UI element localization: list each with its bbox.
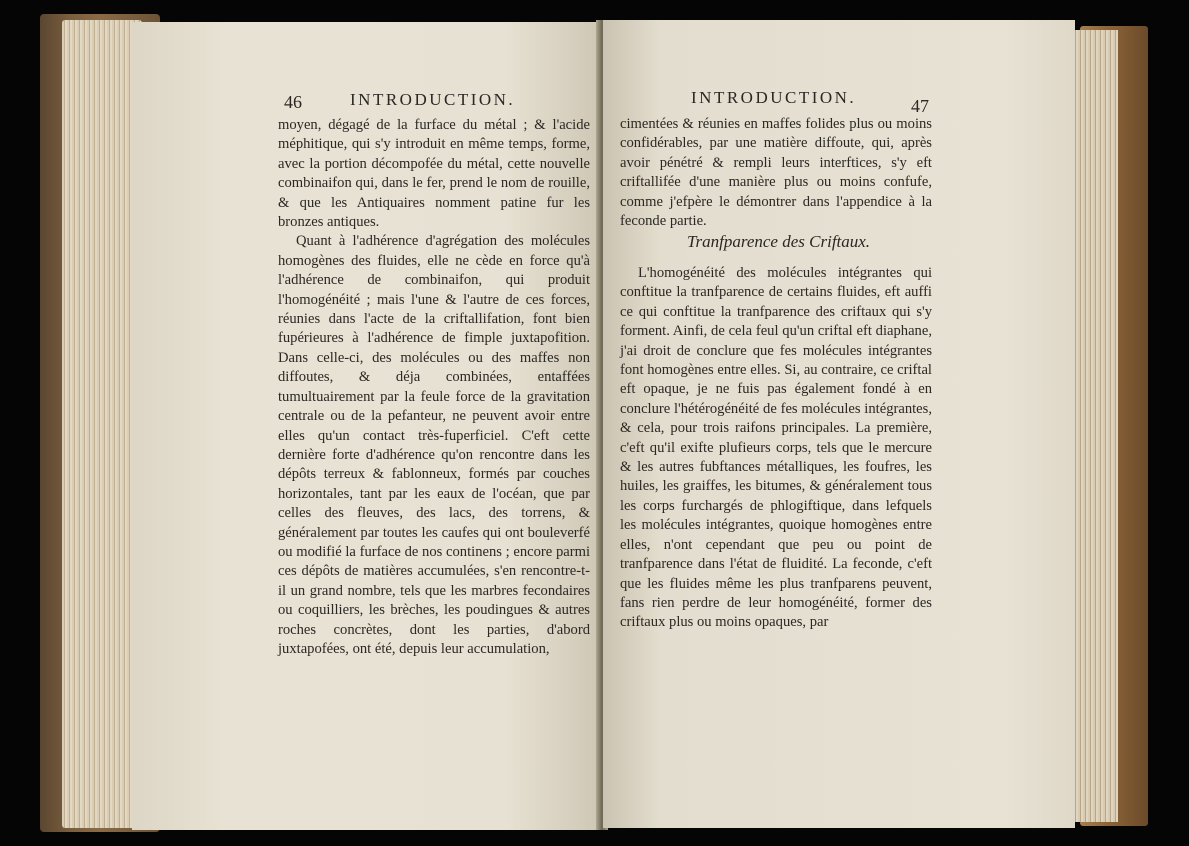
- right-page-body: [620, 115, 932, 231]
- right-paragraph-1: cimentées & réunies en maffes folides plus ou moins confidérables, par une matière diffoute, qui, après avoir pénétré & rempli leurs interftices, s'y eft criftallifée d'une manière plus ou moins confufe, comme j'efpère le démontrer dans l'appendice à la feconde partie.: [620, 116, 932, 230]
- right-page-body-2: [620, 264, 932, 633]
- right-page-number: 47: [911, 96, 929, 116]
- left-page-number: 46: [284, 92, 302, 112]
- right-running-head: INTRODUCTION.: [691, 88, 857, 107]
- left-page-body: [278, 116, 590, 659]
- left-running-head: INTRODUCTION.: [350, 90, 516, 109]
- right-page-edges: [1068, 30, 1118, 822]
- right-page: [603, 20, 1075, 828]
- left-paragraph-2: Quant à l'adhérence d'agrégation des molécules homogènes des fluides, elle ne cède en force qu'à l'adhérence de combinaifon, qui produit l'homogénéité ; mais l'une & l'autre de ces forces, réunies dans l'acte de la criftallifation, font bien fupérieures à l'adhérence de fimple juxtapofition. Dans celle-ci, des molécules ou des maffes non diffoutes, & déja combinées, entaffées tumultuairement par la feule force de la gravitation centrale ou de la pefanteur, ne peuvent avoir entre elles qu'un contact très-fuperficiel. C'eft cette dernière forte d'adhérence qu'on rencontre dans les dépôts terreux & fablonneux, formés par couches horizontales, tant par les eaux de l'océan, que par celles des fleuves, des lacs, des torrens, & généralement par toutes les caufes qui ont bouleverfé ou modifié la furface de nos continens ; encore parmi ces dépôts de matières accumulées, s'en rencontre-t-il un grand nombre, tels que les marbres fecondaires ou coquilliers, les brèches, les poudingues & autres roches concrètes, dont les parties, d'abord juxtapofées, ont été, depuis leur accumulation,: [278, 233, 590, 657]
- left-page-edges: [62, 20, 142, 828]
- left-paragraph-1: moyen, dégagé de la furface du métal ; & l'acide méphitique, qui s'y introduit en même temps, forme, avec la portion décompofée du métal, cette nouvelle combinaifon qui, dans le fer, prend le nom de rouille, & que les Antiquaires nomment patine fur les bronzes antiques.: [278, 117, 590, 231]
- left-page: [132, 22, 600, 830]
- right-paragraph-2: L'homogénéité des molécules intégrantes qui conftitue la tranfparence de certains fluides, eft auffi ce qui conftitue la tranfparence des criftaux qui s'y forment. Ainfi, de cela feul qu'un criftal eft diaphane, j'ai droit de conclure que fes molécules intégrantes font homogènes entre elles. Si, au contraire, ce criftal eft opaque, je ne fuis pas également fondé à en conclure l'hétérogénéité de fes molécules intégrantes, & cela, pour trois raifons principales. La première, c'eft qu'il exifte plufieurs corps, tels que le mercure & les autres fubftances métalliques, les foufres, les huiles, les graiffes, les bitumes, & généralement tous les corps furchargés de phlogiftique, dans lefquels les molécules intégrantes, quoique homogènes entre elles, n'ont cependant que peu ou point de tranfparence dans l'état de fluidité. La feconde, c'eft que les fluides même les plus tranfparens peuvent, fans rien perdre de leur homogénéité, former des criftaux plus ou moins opaques, par: [620, 265, 932, 631]
- section-title: Tranfparence des Criftaux.: [687, 232, 871, 251]
